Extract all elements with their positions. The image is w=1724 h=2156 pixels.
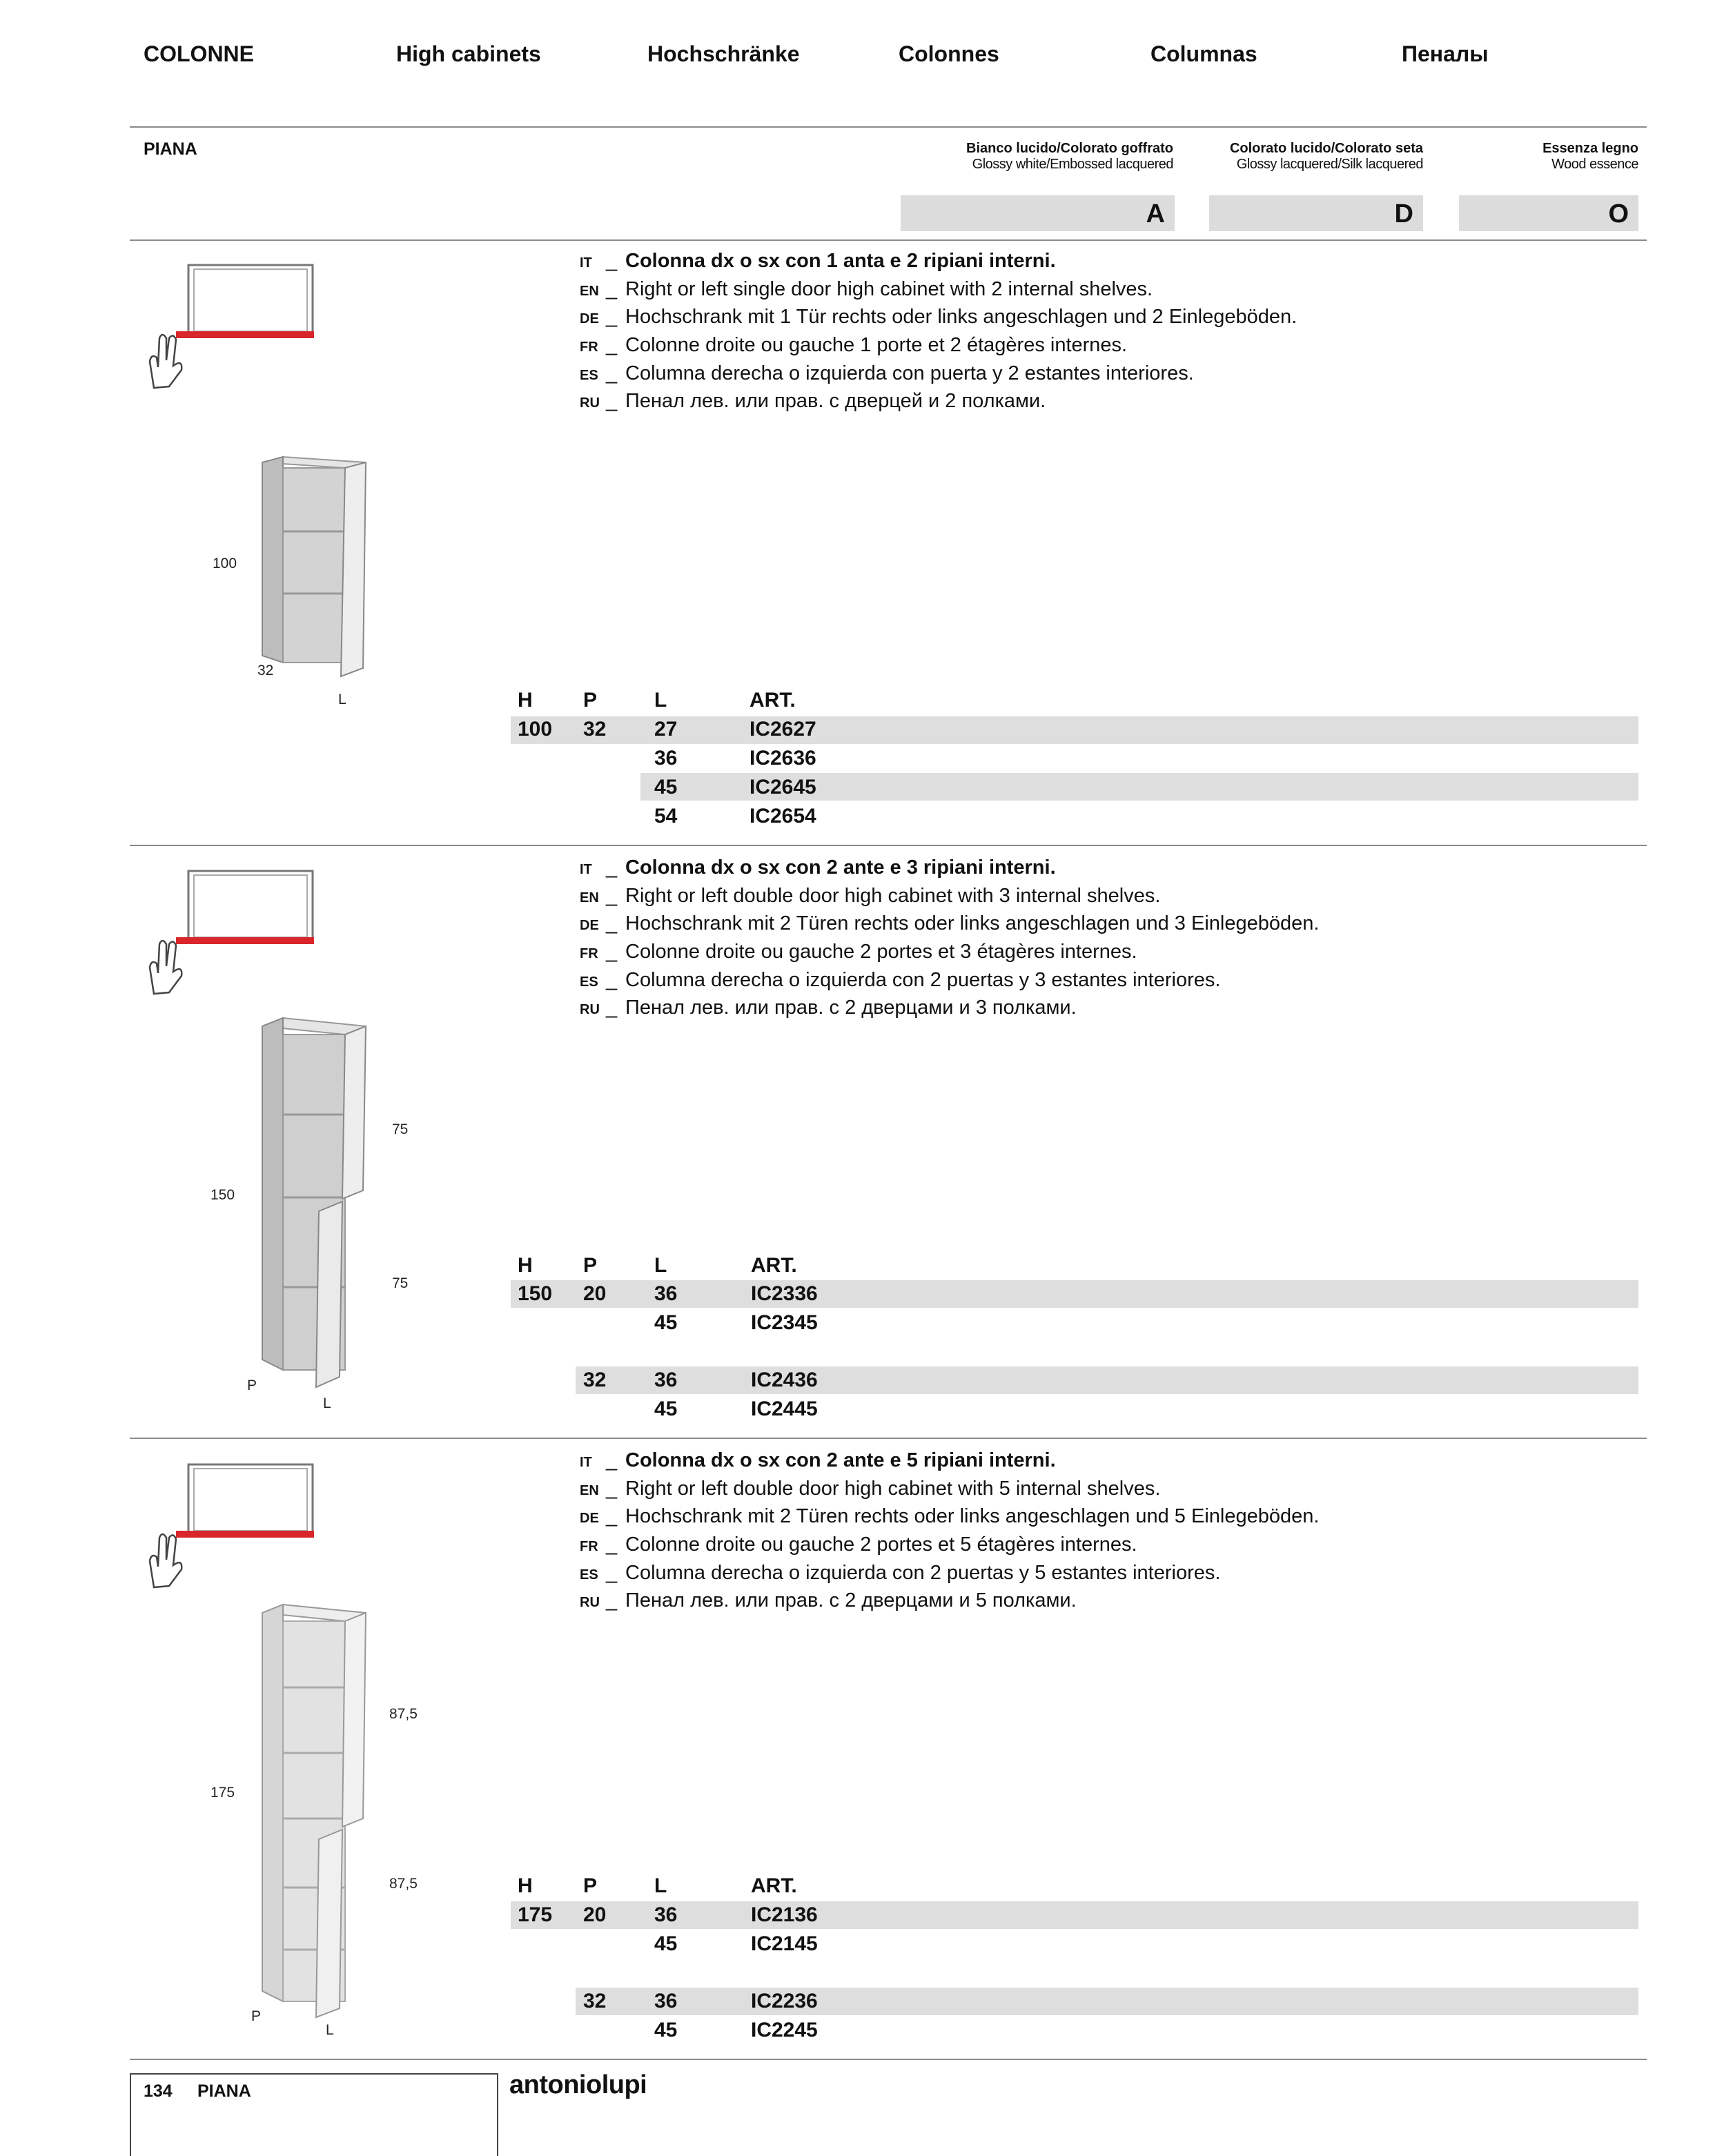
finish-d-subtitle: Glossy lacquered/Silk lacquered [1236,157,1423,172]
table-row: 150 [518,1282,553,1305]
cabinet-illustration [255,1598,373,2019]
section-title: PIANA [144,139,197,159]
dimension-height: 150 [210,1187,235,1203]
wall-mount-position-icon [141,257,321,395]
dimension-upper: 75 [392,1121,409,1137]
cabinet-illustration [255,1011,373,1391]
header-lang-de: Hochschränke [647,41,800,66]
wall-mount-position-icon [141,1456,321,1594]
dimension-width: L [338,692,346,707]
wall-mount-position-icon [141,863,321,1001]
table-row-shade [576,1366,1638,1394]
finish-o [1456,141,1638,173]
finish-a-subtitle: Glossy white/Embossed lacquered [972,157,1173,172]
table-row-shade [511,716,1638,744]
dimension-depth: P [247,1378,257,1393]
table-row: 54 [654,805,678,827]
finish-o-subtitle: Wood essence [1551,157,1638,172]
dimension-depth: P [251,2008,262,2024]
table-row: 45 [654,2019,678,2041]
product-description: IT _ Colonna dx o sx con 2 ante e 5 ripiani interni. EN _ Right or left double door high cabinet with 5 internal shelves. DE _ Hochschrank mit 2 Türen rechts oder links angeschlagen und 5 Einlegeböden. FR _ Colonne droite ou gauche 2 portes et 5 étagères internes. ES _ Columna derecha o izquierda con 2 puertas y 5 estantes interiores. RU _ Пенал лев. или прав. с 2 дверцами и 5 полками. [580,1449,1320,1612]
footer-box [130,2073,498,2156]
header-lang-it: COLONNE [144,41,254,66]
product-description: IT _ Colonna dx o sx con 2 ante e 3 ripiani interni. EN _ Right or left double door high cabinet with 3 internal shelves. DE _ Hochschrank mit 2 Türen rechts oder links angeschlagen und 3 Einlegeböden. FR _ Colonne droite ou gauche 2 portes et 3 étagères internes. ES _ Columna derecha o izquierda con 2 puertas y 3 estantes interiores. RU _ Пенал лев. или прав. с 2 дверцами и 3 полками. [580,856,1320,1019]
dimension-depth: 32 [257,663,274,678]
table-row: 45 [654,1398,678,1420]
hand-icon [150,335,182,388]
finish-o-title: Essenza legno [1542,141,1638,156]
finish-d-title: Colorato lucido/Colorato seta [1229,141,1423,156]
table-row: 175 [518,1903,553,1926]
divider [130,845,1647,846]
dimension-lower: 87,5 [389,1876,418,1892]
table-row: 45 [654,1311,678,1334]
table-row: 45 [654,776,678,798]
hand-icon [150,1534,182,1587]
table-row-shade [511,1901,1638,1929]
divider [130,126,1647,128]
table-row-shade [576,1988,1638,2015]
dimension-lower: 75 [392,1275,409,1291]
brand-logo: antoniolupi [509,2070,647,2099]
dimension-height: 100 [213,556,237,571]
footer-section: PIANA [197,2081,251,2101]
page-number: 134 [144,2081,173,2101]
divider [130,2059,1647,2060]
table-row: 36 [654,747,678,770]
cabinet-illustration [255,455,373,683]
hand-icon [150,941,182,994]
header-lang-en: High cabinets [396,41,541,66]
product-description: IT _ Colonna dx o sx con 1 anta e 2 ripiani interni. EN _ Right or left single door high cabinet with 2 internal shelves. DE _ Hochschrank mit 1 Tür rechts oder links angeschlagen und 2 Einlegeböden. FR _ Colonne droite ou gauche 1 porte et 2 étagères internes. ES _ Columna derecha o izquierda con puerta y 2 estantes interiores. RU _ Пенал лев. или прав. с дверцей и 2 полками. [580,250,1297,413]
dimension-width: L [323,1395,331,1411]
finish-code-o: O [1459,195,1638,231]
finish-code-d: D [1209,195,1423,231]
dimension-upper: 87,5 [389,1706,418,1722]
dimension-height: 175 [210,1785,235,1801]
header-lang-ru: Пеналы [1402,41,1489,66]
divider [130,1438,1647,1439]
finish-a-title: Bianco lucido/Colorato goffrato [966,141,1173,156]
finish-a [897,141,1173,173]
dimension-width: L [326,2022,334,2038]
table-row: 32 [583,1990,607,2012]
table-row: 32 [583,1369,607,1391]
table-row-shade [511,1280,1638,1308]
header-lang-fr: Colonnes [899,41,999,66]
finish-code-a: A [901,195,1175,231]
divider [130,239,1647,241]
finish-d [1182,141,1423,173]
table-row: 45 [654,1932,678,1955]
table-row: 100 [518,718,553,741]
header-lang-es: Columnas [1150,41,1257,66]
